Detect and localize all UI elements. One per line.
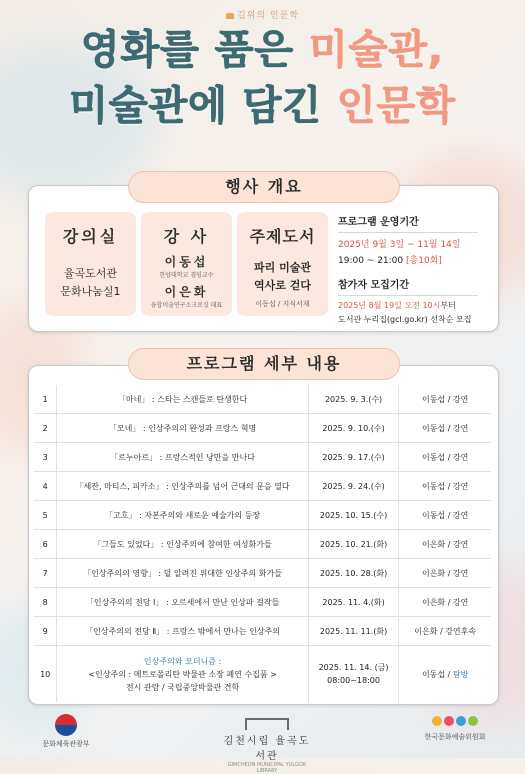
table-row <box>34 501 491 530</box>
row-desc: : 덜 알려진 위대한 인상주의 화가들 <box>155 568 282 578</box>
headline-line1 <box>0 27 525 73</box>
lecturer-card <box>141 212 232 316</box>
book-line2: 역사로 걷다 <box>254 279 311 292</box>
brand-label <box>0 8 525 21</box>
row-desc: : 오르세에서 만난 인상파 걸작들 <box>163 597 280 607</box>
row-desc: : 프랑스적인 낭만을 만나다 <box>157 452 255 462</box>
headline-line2 <box>0 83 525 129</box>
row-title <box>57 414 308 443</box>
row-title <box>57 472 308 501</box>
row-topic: 「인상주의의 전당 Ⅱ」 <box>85 626 165 636</box>
row-number: 5 <box>34 501 57 530</box>
row-number: 7 <box>34 559 57 588</box>
table-row <box>34 443 491 472</box>
library-name: 김천시립 율곡도서관 <box>223 736 311 762</box>
row-desc: : 인상주의를 넘어 근대의 문을 열다 <box>163 481 290 491</box>
row-title <box>57 501 308 530</box>
overview-title: 행사 개요 <box>128 171 400 203</box>
headline-line1-b: 미술관, <box>308 27 445 73</box>
row-topic: 「르누아르」 <box>110 452 158 462</box>
row-topic: 「그들도 있었다」 <box>93 539 159 549</box>
table-row <box>34 414 491 443</box>
table-row <box>34 559 491 588</box>
row-topic: 「세잔, 마티스, 피카소」 <box>75 481 164 491</box>
row-number: 3 <box>34 443 57 472</box>
row-desc: : 프랑스 밖에서 만나는 인상주의 <box>164 626 281 636</box>
footer <box>0 714 525 774</box>
lecturer-label: 강 사 <box>163 227 210 246</box>
row-lecturer: 이동섭 / 강연 <box>399 414 491 443</box>
dots-icon <box>420 716 490 728</box>
program-table <box>34 385 491 702</box>
recruit-label: 참가자 모집기간 <box>338 280 410 291</box>
arts-council-name: 한국문화예술위원회 <box>424 733 486 741</box>
headline-line2-a: 미술관에 담긴 <box>69 83 337 129</box>
table-row <box>34 530 491 559</box>
row-lecturer: 이동섭 / 강연 <box>399 472 491 501</box>
venue-card <box>45 212 136 316</box>
row-desc: : 인상주의의 완성과 프랑스 혁명 <box>140 423 257 433</box>
row-title <box>57 530 308 559</box>
row-number: 4 <box>34 472 57 501</box>
row-lecturer <box>399 646 491 703</box>
row-number: 1 <box>34 385 57 414</box>
row-date: 2025. 9. 17.(수) <box>308 443 399 472</box>
row-topic: 「모네」 <box>108 423 141 433</box>
row-title <box>57 617 308 646</box>
row-title <box>57 646 308 703</box>
row-number: 2 <box>34 414 57 443</box>
row-title <box>57 559 308 588</box>
ministry-name: 문화체육관광부 <box>42 740 90 748</box>
row-date: 2025. 9. 3.(수) <box>308 385 399 414</box>
row-title <box>57 588 308 617</box>
row-title-line1: 인상주의와 모더니즘 : <box>143 656 222 666</box>
lecturer-aff-1: 한양대학교 겸임교수 <box>159 272 214 279</box>
headline-line2-b: 인문학 <box>336 83 456 129</box>
row-lecturer: 이은화 / 강연 <box>399 588 491 617</box>
row-number: 6 <box>34 530 57 559</box>
recruit-date: 2025년 8월 19일 오전 10시 <box>338 301 441 310</box>
library-logo <box>222 718 312 774</box>
venue-label: 강의실 <box>62 227 119 246</box>
venue-line1: 율곡도서관 <box>63 267 118 280</box>
row-lecturer: 이동섭 / 강연 <box>399 385 491 414</box>
row-date: 2025. 10. 15.(수) <box>308 501 399 530</box>
row-title <box>57 443 308 472</box>
row-topic: 「인상주의의 영향」 <box>83 568 156 578</box>
row-date: 2025. 11. 11.(화) <box>308 617 399 646</box>
table-row <box>34 472 491 501</box>
row-date-line1: 2025. 11. 14. (금) <box>318 663 389 672</box>
row-date-line2: 08:00~18:00 <box>327 676 380 685</box>
row-lecturer-tag: 탐방 <box>452 669 469 679</box>
recruit-suffix: 부터 <box>440 301 456 310</box>
row-title-line2: <인상주의 : 메트로폴리탄 박물관 소장 폐연 수집품 > <box>88 669 277 679</box>
row-lecturer: 이동섭 / 강연 <box>399 501 491 530</box>
row-desc: : 스타는 스캔들로 탄생한다 <box>149 394 248 404</box>
lecturer-aff-2: 융합미술연구소크로싱 대표 <box>150 302 223 309</box>
book-label: 주제도서 <box>249 227 316 246</box>
row-date: 2025. 9. 10.(수) <box>308 414 399 443</box>
row-number: 9 <box>34 617 57 646</box>
row-desc: : 자본주의와 새로운 예술가의 등장 <box>136 510 261 520</box>
library-icon <box>245 718 289 730</box>
row-lecturer: 이동섭 / 강연 <box>399 443 491 472</box>
library-name-en: GIMCHEON MUNICIPAL YULGOK LIBRARY <box>227 762 307 774</box>
divider <box>338 295 478 296</box>
row-topic: 「마네」 <box>117 394 150 404</box>
taegeuk-icon <box>55 714 77 736</box>
row-topic: 「인상주의의 전당 Ⅰ」 <box>85 597 164 607</box>
table-row <box>34 617 491 646</box>
row-desc: : 인상주의에 참여한 여성화가들 <box>158 539 272 549</box>
schedule-info <box>338 213 498 325</box>
row-lecturer: 이은화 / 강연후속 <box>399 617 491 646</box>
row-lecturer-name: 이동섭 / <box>421 669 453 679</box>
book-author: 이동섭 / 지식서재 <box>255 300 310 308</box>
program-title: 프로그램 세부 내용 <box>128 348 400 380</box>
row-date: 2025. 9. 24.(수) <box>308 472 399 501</box>
period-dates: 2025년 9월 3일 ~ 11월 14일 <box>338 240 461 250</box>
headline-line1-a: 영화를 품은 <box>80 27 309 73</box>
book-line1: 파리 미술관 <box>254 261 311 274</box>
table-row <box>34 588 491 617</box>
ministry-logo <box>36 714 96 749</box>
recruit-place: 도서관 누리집(gcl.go.kr) 선착순 모집 <box>338 315 472 324</box>
row-number: 8 <box>34 588 57 617</box>
period-count: [총10회] <box>406 256 442 266</box>
row-date: 2025. 10. 21.(화) <box>308 530 399 559</box>
period-time: 19:00 ~ 21:00 <box>338 256 404 266</box>
table-row <box>34 646 491 703</box>
book-icon <box>226 13 234 19</box>
arts-council-logo <box>420 716 490 742</box>
brand-text: 길위의 인문학 <box>236 11 300 21</box>
book-card <box>237 212 328 316</box>
row-topic: 「고흐」 <box>105 510 137 520</box>
venue-line2: 문화나눔실1 <box>60 285 121 298</box>
row-date: 2025. 10. 28.(화) <box>308 559 399 588</box>
row-date: 2025. 11. 4.(화) <box>308 588 399 617</box>
lecturer-name-2: 이은화 <box>164 285 209 299</box>
divider <box>338 232 478 233</box>
row-number: 10 <box>40 669 51 679</box>
row-date <box>308 646 399 703</box>
table-row <box>34 385 491 414</box>
period-label: 프로그램 운영기간 <box>338 217 419 228</box>
lecturer-name-1: 이동섭 <box>164 255 209 269</box>
row-lecturer: 이은화 / 강연 <box>399 559 491 588</box>
row-lecturer: 이은화 / 강연 <box>399 530 491 559</box>
row-title-line3: 전시 관람 / 국립중앙박물관 견학 <box>125 682 240 692</box>
row-title <box>57 385 308 414</box>
